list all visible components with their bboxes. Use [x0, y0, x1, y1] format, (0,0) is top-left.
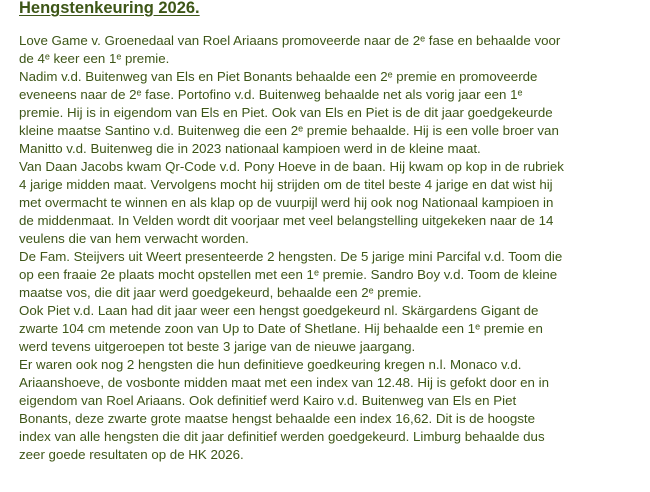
body-line: zwarte 104 cm metende zoon van Up to Date of Shetlane. Hij behaalde een 1ᵉ premie en [19, 321, 543, 336]
body-line: de 4ᵉ keer een 1ᵉ premie. [19, 51, 170, 66]
body-line: Van Daan Jacobs kwam Qr-Code v.d. Pony Hoeve in de baan. Hij kwam op kop in de rubriek [19, 159, 564, 174]
body-line: Er waren ook nog 2 hengsten die hun definitieve goedkeuring kregen n.l. Monaco v.d. [19, 357, 522, 372]
body-line: maatse vos, die dit jaar werd goedgekeurd, behaalde een 2ᵉ premie. [19, 285, 422, 300]
body-line: eigendom van Roel Ariaans. Ook definitief werd Kairo v.d. Buitenweg van Els en Piet [19, 393, 517, 408]
body-line: werd tevens uitgeroepen tot beste 3 jarige van de nieuwe jaargang. [19, 339, 416, 354]
body-line: op een fraaie 2e plaats mocht opstellen met een 1ᵉ premie. Sandro Boy v.d. Toom de kleine [19, 267, 558, 282]
article [19, 0, 623, 464]
body-line: zeer goede resultaten op de HK 2026. [19, 447, 244, 462]
article-title: Hengstenkeuring 2026. [19, 0, 200, 17]
article-body [19, 32, 623, 464]
body-line: 4 jarige midden maat. Vervolgens mocht hij strijden om de titel beste 4 jarige en dat wist hij [19, 177, 553, 192]
body-line: Manitto v.d. Buitenweg die in 2023 nationaal kampioen werd in de kleine maat. [19, 141, 481, 156]
body-line: premie. Hij is in eigendom van Els en Piet. Ook van Els en Piet is de dit jaar goedgekeurde [19, 105, 553, 120]
body-line: Ook Piet v.d. Laan had dit jaar weer een hengst goedgekeurd nl. Skärgardens Gigant de [19, 303, 539, 318]
body-line: Nadim v.d. Buitenweg van Els en Piet Bonants behaalde een 2ᵉ premie en promoveerde [19, 69, 538, 84]
body-line: kleine maatse Santino v.d. Buitenweg die een 2ᵉ premie behaalde. Hij is een volle broer van [19, 123, 559, 138]
body-line: De Fam. Steijvers uit Weert presenteerde 2 hengsten. De 5 jarige mini Parcifal v.d. Toom die [19, 249, 563, 264]
body-line: index van alle hengsten die dit jaar definitief werden goedgekeurd. Limburg behaalde dus [19, 429, 545, 444]
body-line: Ariaanshoeve, de vosbonte midden maat met een index van 12.48. Hij is gefokt door en in [19, 375, 549, 390]
body-line: eveneens naar de 2ᵉ fase. Portofino v.d. Buitenweg behaalde net als vorig jaar een 1ᵉ [19, 87, 523, 102]
body-line: Love Game v. Groenedaal van Roel Ariaans promoveerde naar de 2ᵉ fase en behaalde voor [19, 33, 561, 48]
body-line: de middenmaat. In Velden wordt dit voorjaar met veel belangstelling uitgekeken naar de 14 [19, 213, 554, 228]
body-line: veulens die van hem verwacht worden. [19, 231, 249, 246]
body-line: met overmacht te winnen en als klap op de vuurpijl werd hij ook nog Nationaal kampioen in [19, 195, 554, 210]
body-line: Bonants, deze zwarte grote maatse hengst behaalde een index 16,62. Dit is de hoogste [19, 411, 535, 426]
